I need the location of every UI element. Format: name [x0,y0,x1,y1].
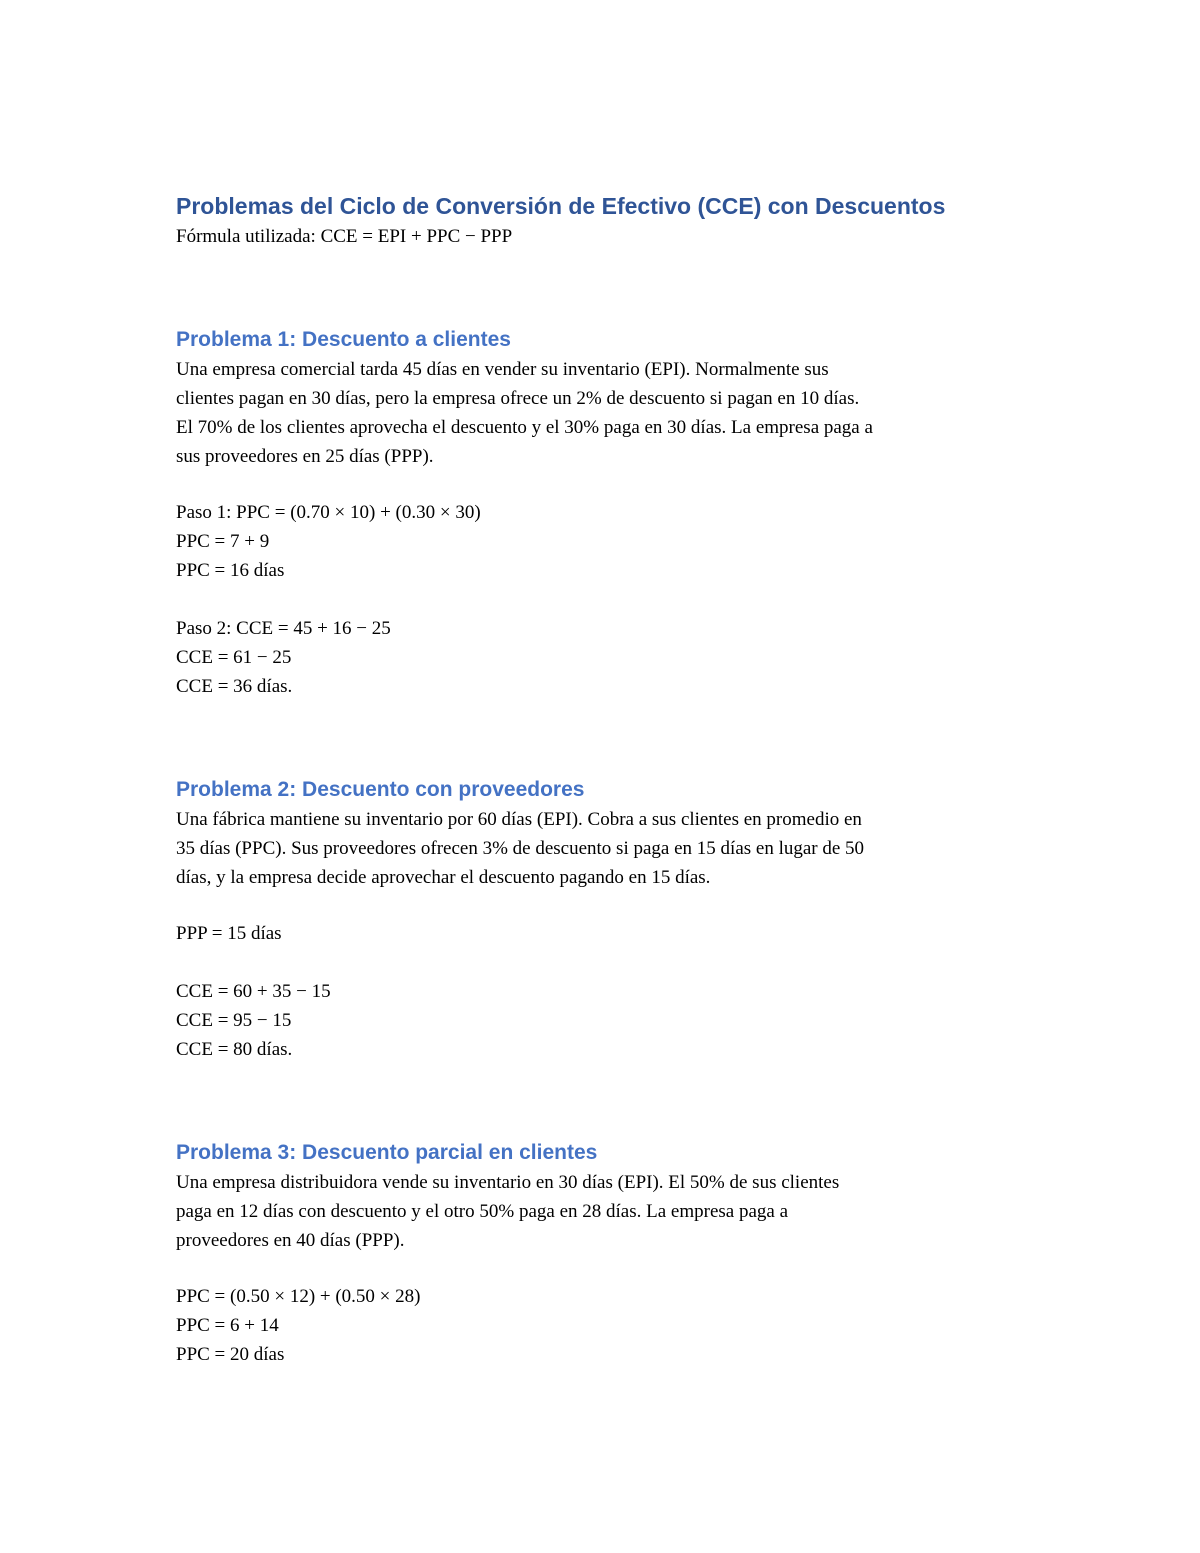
problem1-step2-line-2: CCE = 61 − 25 [176,647,292,668]
problem1-step2-line-3: CCE = 36 días. [176,676,293,697]
problem2-line-2: 35 días (PPC). Sus proveedores ofrecen 3% de descuento si paga en 15 días en lugar de 50 [176,838,865,859]
spacer [176,1064,1036,1138]
problem1-statement [176,355,1036,471]
problem1-line-1: Una empresa comercial tarda 45 días en vender su inventario (EPI). Normalmente sus [176,359,829,380]
problem3-line-1: Una empresa distribuidora vende su inventario en 30 días (EPI). El 50% de sus clientes [176,1172,840,1193]
problem3-step1-line-2: PPC = 6 + 14 [176,1315,279,1336]
problem1-step2 [176,614,1036,701]
problem2-statement [176,805,1036,892]
problem2-line-3: días, y la empresa decide aprovechar el descuento pagando en 15 días. [176,867,711,888]
problem1-line-3: El 70% de los clientes aprovecha el descuento y el 30% paga en 30 días. La empresa paga a [176,417,873,438]
spacer [176,948,1036,977]
problem1-line-2: clientes pagan en 30 días, pero la empresa ofrece un 2% de descuento si pagan en 10 días. [176,388,860,409]
problem3-line-2: paga en 12 días con descuento y el otro 50% paga en 28 días. La empresa paga a [176,1201,788,1222]
problem2-step2-line-1: CCE = 60 + 35 − 15 [176,981,331,1002]
problem3-step1 [176,1282,1036,1369]
problem1-step1-line-2: PPC = 7 + 9 [176,531,270,552]
problem1-step1 [176,498,1036,585]
formula-line: Fórmula utilizada: CCE = EPI + PPC − PPP [176,226,513,247]
spacer [176,471,1036,498]
problem1-step1-line-1: Paso 1: PPC = (0.70 × 10) + (0.30 × 30) [176,502,481,523]
problem2-step1 [176,919,1036,948]
problem1-line-4: sus proveedores en 25 días (PPP). [176,446,434,467]
problem2-step2-line-2: CCE = 95 − 15 [176,1010,292,1031]
spacer [176,585,1036,614]
spacer [176,701,1036,775]
spacer [176,1255,1036,1282]
problem3-line-3: proveedores en 40 días (PPP). [176,1230,405,1251]
spacer [176,251,1036,325]
problem2-line-1: Una fábrica mantiene su inventario por 60 días (EPI). Cobra a sus clientes en promedio en [176,809,862,830]
problem2-step2 [176,977,1036,1064]
problem2-step2-line-3: CCE = 80 días. [176,1039,293,1060]
document-body [176,190,1036,1369]
problem2-step1-line-1: PPP = 15 días [176,923,282,944]
document-title: Problemas del Ciclo de Conversión de Efectivo (CCE) con Descuentos [176,193,946,219]
problem1-step2-line-1: Paso 2: CCE = 45 + 16 − 25 [176,618,391,639]
problem3-step1-line-1: PPC = (0.50 × 12) + (0.50 × 28) [176,1286,421,1307]
problem3-statement [176,1168,1036,1255]
problem2-heading: Problema 2: Descuento con proveedores [176,778,585,801]
problem1-step1-line-3: PPC = 16 días [176,560,285,581]
spacer [176,892,1036,919]
problem3-heading: Problema 3: Descuento parcial en clientes [176,1141,598,1164]
problem1-heading: Problema 1: Descuento a clientes [176,328,511,351]
problem3-step1-line-3: PPC = 20 días [176,1344,285,1365]
